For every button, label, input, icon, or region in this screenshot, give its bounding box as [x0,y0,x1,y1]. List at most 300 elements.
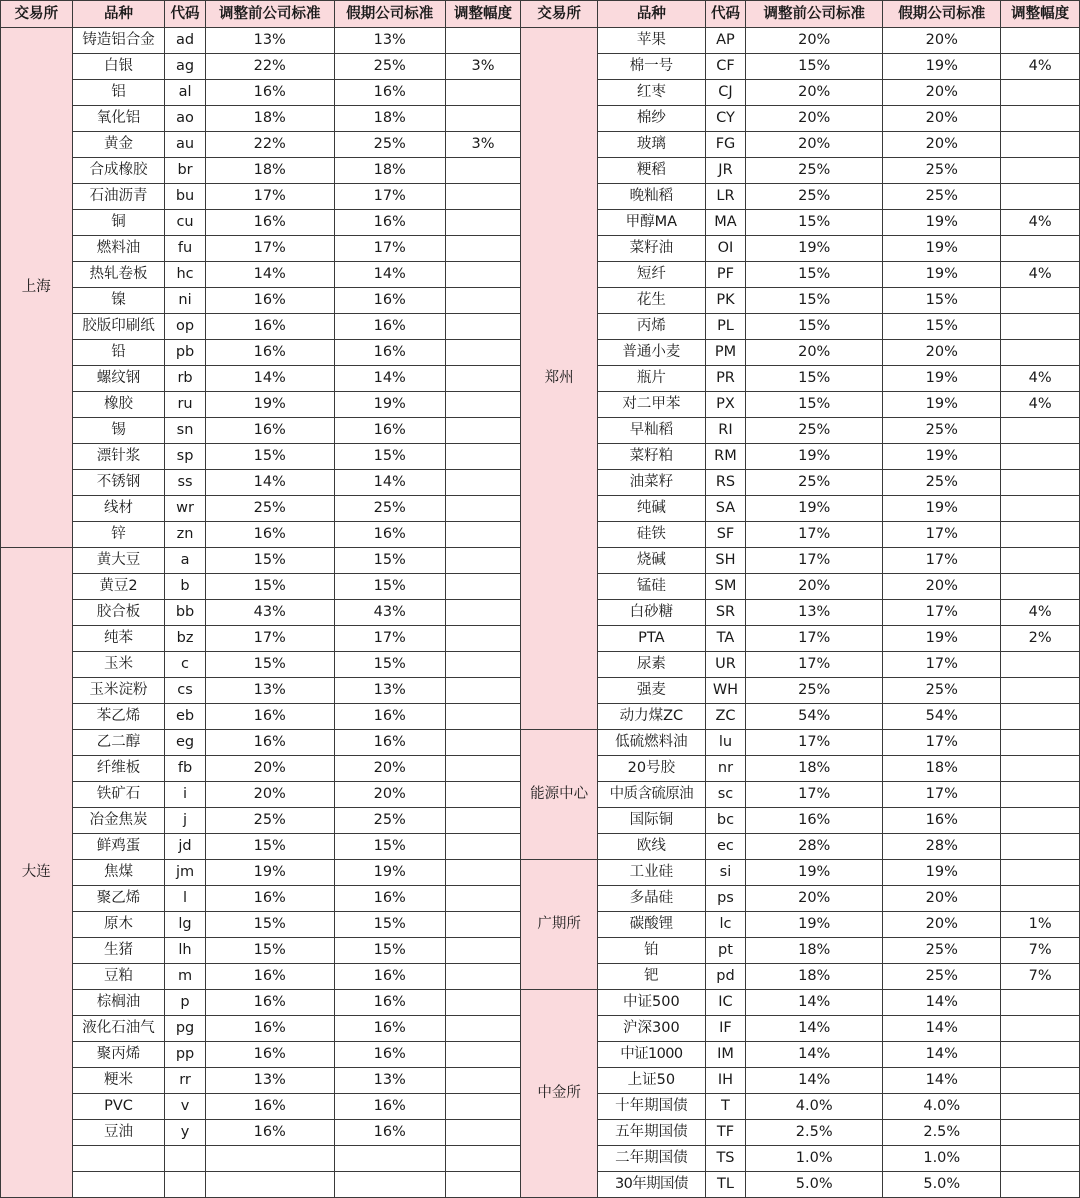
change-cell [445,106,521,132]
code-cell: sc [705,782,745,808]
change-cell: 4% [1001,392,1080,418]
holiday-cell: 1.0% [883,1146,1001,1172]
before-cell: 19% [746,496,883,522]
holiday-cell: 14% [334,470,445,496]
before-cell: 16% [746,808,883,834]
holiday-cell: 17% [334,236,445,262]
change-cell [445,392,521,418]
code-cell: pd [705,964,745,990]
code-cell: PF [705,262,745,288]
code-cell: FG [705,132,745,158]
code-cell: SR [705,600,745,626]
exchange-cell: 广期所 [521,860,598,990]
change-cell [1001,106,1080,132]
product-cell: 低硫燃料油 [597,730,705,756]
exchange-cell: 大连 [1,548,73,1198]
code-cell: si [705,860,745,886]
change-cell [445,80,521,106]
code-cell: WH [705,678,745,704]
table-row [1,28,1080,54]
before-cell: 16% [205,1042,334,1068]
holiday-cell: 25% [883,418,1001,444]
before-cell: 18% [746,964,883,990]
change-cell [445,912,521,938]
code-cell: hc [165,262,205,288]
product-cell: 玻璃 [597,132,705,158]
col-header-code: 代码 [705,1,745,28]
code-cell: AP [705,28,745,54]
product-cell: 油菜籽 [597,470,705,496]
before-cell: 17% [746,626,883,652]
holiday-cell: 2.5% [883,1120,1001,1146]
product-cell: PTA [597,626,705,652]
holiday-cell: 17% [883,548,1001,574]
code-cell: CF [705,54,745,80]
product-cell: 锰硅 [597,574,705,600]
product-cell: 菜籽油 [597,236,705,262]
product-cell: 硅铁 [597,522,705,548]
product-cell: 聚丙烯 [72,1042,165,1068]
change-cell [445,782,521,808]
product-cell: 热轧卷板 [72,262,165,288]
code-cell: ru [165,392,205,418]
holiday-cell: 5.0% [883,1172,1001,1198]
before-cell: 20% [746,886,883,912]
product-cell: 玉米淀粉 [72,678,165,704]
holiday-cell: 54% [883,704,1001,730]
product-cell: 纯苯 [72,626,165,652]
code-cell: SA [705,496,745,522]
change-cell [1001,340,1080,366]
before-cell: 20% [205,782,334,808]
product-cell [72,1146,165,1172]
product-cell: 红枣 [597,80,705,106]
change-cell [445,886,521,912]
holiday-cell: 25% [883,184,1001,210]
holiday-cell: 16% [334,1042,445,1068]
before-cell: 15% [205,548,334,574]
before-cell: 16% [205,964,334,990]
holiday-cell: 15% [334,834,445,860]
before-cell [205,1146,334,1172]
holiday-cell: 19% [883,262,1001,288]
holiday-cell: 14% [334,262,445,288]
product-cell: 粳米 [72,1068,165,1094]
code-cell: bb [165,600,205,626]
before-cell: 15% [746,288,883,314]
holiday-cell: 16% [334,1120,445,1146]
holiday-cell: 17% [334,184,445,210]
product-cell: 早籼稻 [597,418,705,444]
code-cell: SF [705,522,745,548]
holiday-cell: 17% [334,626,445,652]
code-cell: bc [705,808,745,834]
product-cell: 钯 [597,964,705,990]
product-cell: 玉米 [72,652,165,678]
code-cell: cu [165,210,205,236]
before-cell: 16% [205,418,334,444]
product-cell: 五年期国债 [597,1120,705,1146]
code-cell: IC [705,990,745,1016]
change-cell [1001,808,1080,834]
before-cell: 14% [746,1042,883,1068]
before-cell: 16% [205,80,334,106]
change-cell [1001,834,1080,860]
change-cell [1001,652,1080,678]
before-cell: 16% [205,314,334,340]
before-cell: 14% [205,366,334,392]
before-cell: 20% [205,756,334,782]
before-cell: 25% [746,158,883,184]
col-header-change: 调整幅度 [445,1,521,28]
change-cell [1001,496,1080,522]
code-cell: SH [705,548,745,574]
before-cell: 18% [746,756,883,782]
change-cell [1001,730,1080,756]
code-cell: eg [165,730,205,756]
code-cell: lu [705,730,745,756]
product-cell: 锡 [72,418,165,444]
holiday-cell: 13% [334,1068,445,1094]
before-cell: 16% [205,886,334,912]
product-cell: 铁矿石 [72,782,165,808]
code-cell: br [165,158,205,184]
code-cell: pb [165,340,205,366]
holiday-cell: 15% [883,288,1001,314]
product-cell: 沪深300 [597,1016,705,1042]
product-cell: 鲜鸡蛋 [72,834,165,860]
code-cell: PX [705,392,745,418]
change-cell [1001,28,1080,54]
holiday-cell: 28% [883,834,1001,860]
holiday-cell: 25% [334,808,445,834]
change-cell [1001,548,1080,574]
code-cell: jd [165,834,205,860]
code-cell: au [165,132,205,158]
change-cell [445,210,521,236]
code-cell: zn [165,522,205,548]
code-cell: TS [705,1146,745,1172]
holiday-cell: 14% [883,1068,1001,1094]
product-cell: 碳酸锂 [597,912,705,938]
before-cell: 19% [746,236,883,262]
change-cell: 4% [1001,366,1080,392]
product-cell: 冶金焦炭 [72,808,165,834]
code-cell: PK [705,288,745,314]
change-cell [445,808,521,834]
product-cell: 铜 [72,210,165,236]
code-cell: ec [705,834,745,860]
holiday-cell: 43% [334,600,445,626]
product-cell: 中证500 [597,990,705,1016]
before-cell: 17% [746,652,883,678]
holiday-cell: 16% [334,314,445,340]
code-cell [165,1146,205,1172]
table-row [1,730,1080,756]
product-cell: 豆油 [72,1120,165,1146]
code-cell: wr [165,496,205,522]
product-cell: 苹果 [597,28,705,54]
product-cell: 多晶硅 [597,886,705,912]
product-cell: 二年期国债 [597,1146,705,1172]
before-cell: 19% [746,444,883,470]
holiday-cell: 15% [334,912,445,938]
code-cell: bu [165,184,205,210]
change-cell [445,288,521,314]
before-cell: 16% [205,704,334,730]
before-cell [205,1172,334,1198]
holiday-cell: 13% [334,28,445,54]
holiday-cell: 16% [334,522,445,548]
holiday-cell: 19% [334,860,445,886]
holiday-cell: 15% [334,938,445,964]
product-cell: 棉纱 [597,106,705,132]
product-cell: 液化石油气 [72,1016,165,1042]
holiday-cell: 19% [883,392,1001,418]
code-cell: y [165,1120,205,1146]
holiday-cell: 15% [334,652,445,678]
col-header-before: 调整前公司标准 [205,1,334,28]
code-cell: op [165,314,205,340]
change-cell [445,1068,521,1094]
before-cell: 14% [746,1068,883,1094]
code-cell: ps [705,886,745,912]
before-cell: 4.0% [746,1094,883,1120]
holiday-cell: 18% [883,756,1001,782]
change-cell [445,574,521,600]
holiday-cell: 16% [334,704,445,730]
code-cell: l [165,886,205,912]
before-cell: 20% [746,132,883,158]
before-cell: 25% [746,418,883,444]
col-header-holiday: 假期公司标准 [883,1,1001,28]
col-header-product: 品种 [597,1,705,28]
before-cell: 20% [746,340,883,366]
holiday-cell: 17% [883,652,1001,678]
code-cell: pp [165,1042,205,1068]
before-cell: 13% [746,600,883,626]
change-cell [445,236,521,262]
change-cell [445,1172,521,1198]
before-cell: 16% [205,340,334,366]
product-cell: 黄豆2 [72,574,165,600]
holiday-cell: 15% [334,444,445,470]
change-cell: 4% [1001,54,1080,80]
holiday-cell: 20% [883,574,1001,600]
product-cell: 燃料油 [72,236,165,262]
product-cell: 铂 [597,938,705,964]
holiday-cell [334,1146,445,1172]
change-cell [1001,1120,1080,1146]
change-cell [445,834,521,860]
code-cell: nr [705,756,745,782]
holiday-cell: 19% [883,626,1001,652]
product-cell: 上证50 [597,1068,705,1094]
before-cell: 14% [205,470,334,496]
before-cell: 25% [205,496,334,522]
code-cell: eb [165,704,205,730]
holiday-cell: 25% [883,964,1001,990]
before-cell: 17% [746,548,883,574]
change-cell: 7% [1001,964,1080,990]
holiday-cell: 17% [883,522,1001,548]
holiday-cell: 20% [883,912,1001,938]
product-cell: 镍 [72,288,165,314]
product-cell: 欧线 [597,834,705,860]
change-cell [1001,470,1080,496]
holiday-cell: 20% [883,886,1001,912]
before-cell: 25% [746,184,883,210]
product-cell: 工业硅 [597,860,705,886]
change-cell [1001,418,1080,444]
change-cell [1001,1068,1080,1094]
code-cell: RM [705,444,745,470]
change-cell [1001,184,1080,210]
holiday-cell: 16% [334,886,445,912]
before-cell: 25% [205,808,334,834]
change-cell [445,600,521,626]
product-cell: 白银 [72,54,165,80]
holiday-cell: 19% [883,210,1001,236]
holiday-cell: 14% [883,990,1001,1016]
code-cell: CJ [705,80,745,106]
before-cell: 17% [205,184,334,210]
change-cell [1001,236,1080,262]
change-cell [445,704,521,730]
product-cell: 螺纹钢 [72,366,165,392]
code-cell: RS [705,470,745,496]
change-cell [1001,158,1080,184]
code-cell: T [705,1094,745,1120]
change-cell: 3% [445,132,521,158]
product-cell: 强麦 [597,678,705,704]
col-header-before: 调整前公司标准 [746,1,883,28]
change-cell [1001,1016,1080,1042]
code-cell: PL [705,314,745,340]
code-cell: sp [165,444,205,470]
before-cell: 13% [205,28,334,54]
before-cell: 15% [205,938,334,964]
holiday-cell: 16% [334,418,445,444]
before-cell: 5.0% [746,1172,883,1198]
code-cell: ni [165,288,205,314]
change-cell: 3% [445,54,521,80]
code-cell: ad [165,28,205,54]
holiday-cell: 17% [883,600,1001,626]
change-cell: 4% [1001,600,1080,626]
code-cell: RI [705,418,745,444]
product-cell: 铝 [72,80,165,106]
change-cell [445,28,521,54]
change-cell [1001,522,1080,548]
product-cell: 聚乙烯 [72,886,165,912]
product-cell: 生猪 [72,938,165,964]
holiday-cell: 19% [883,54,1001,80]
before-cell: 22% [205,54,334,80]
holiday-cell: 25% [334,496,445,522]
product-cell [72,1172,165,1198]
change-cell [445,158,521,184]
col-header-exchange: 交易所 [1,1,73,28]
holiday-cell: 25% [883,470,1001,496]
code-cell: OI [705,236,745,262]
before-cell: 13% [205,678,334,704]
holiday-cell: 18% [334,106,445,132]
holiday-cell: 20% [334,782,445,808]
holiday-cell: 19% [883,366,1001,392]
product-cell: 粳稻 [597,158,705,184]
change-cell [1001,1146,1080,1172]
product-cell: 烧碱 [597,548,705,574]
table-body [1,28,1080,1198]
change-cell: 1% [1001,912,1080,938]
holiday-cell: 19% [883,860,1001,886]
change-cell [445,548,521,574]
product-cell: 对二甲苯 [597,392,705,418]
holiday-cell: 25% [334,132,445,158]
product-cell: 纤维板 [72,756,165,782]
product-cell: 胶版印刷纸 [72,314,165,340]
holiday-cell: 19% [883,496,1001,522]
before-cell: 2.5% [746,1120,883,1146]
product-cell: 焦煤 [72,860,165,886]
change-cell: 4% [1001,262,1080,288]
change-cell [445,652,521,678]
before-cell: 14% [746,1016,883,1042]
table-row [1,990,1080,1016]
code-cell: IH [705,1068,745,1094]
change-cell [445,496,521,522]
col-header-code: 代码 [165,1,205,28]
before-cell: 25% [746,678,883,704]
before-cell: 15% [205,652,334,678]
code-cell: LR [705,184,745,210]
product-cell: 原木 [72,912,165,938]
change-cell [1001,1094,1080,1120]
code-cell: MA [705,210,745,236]
before-cell: 16% [205,522,334,548]
code-cell: b [165,574,205,600]
product-cell: 漂针浆 [72,444,165,470]
holiday-cell: 15% [883,314,1001,340]
holiday-cell: 14% [883,1042,1001,1068]
code-cell: p [165,990,205,1016]
product-cell: 棉一号 [597,54,705,80]
code-cell: PM [705,340,745,366]
code-cell: CY [705,106,745,132]
before-cell: 1.0% [746,1146,883,1172]
before-cell: 15% [205,574,334,600]
product-cell: 合成橡胶 [72,158,165,184]
exchange-cell: 上海 [1,28,73,548]
before-cell: 15% [205,834,334,860]
before-cell: 17% [205,626,334,652]
before-cell: 15% [205,912,334,938]
before-cell: 19% [205,392,334,418]
change-cell [445,444,521,470]
product-cell: 短纤 [597,262,705,288]
holiday-cell: 13% [334,678,445,704]
holiday-cell: 20% [883,106,1001,132]
change-cell [445,314,521,340]
before-cell: 25% [746,470,883,496]
product-cell: 纯碱 [597,496,705,522]
code-cell: lh [165,938,205,964]
holiday-cell: 19% [334,392,445,418]
before-cell: 16% [205,1094,334,1120]
change-cell [445,340,521,366]
code-cell: ao [165,106,205,132]
